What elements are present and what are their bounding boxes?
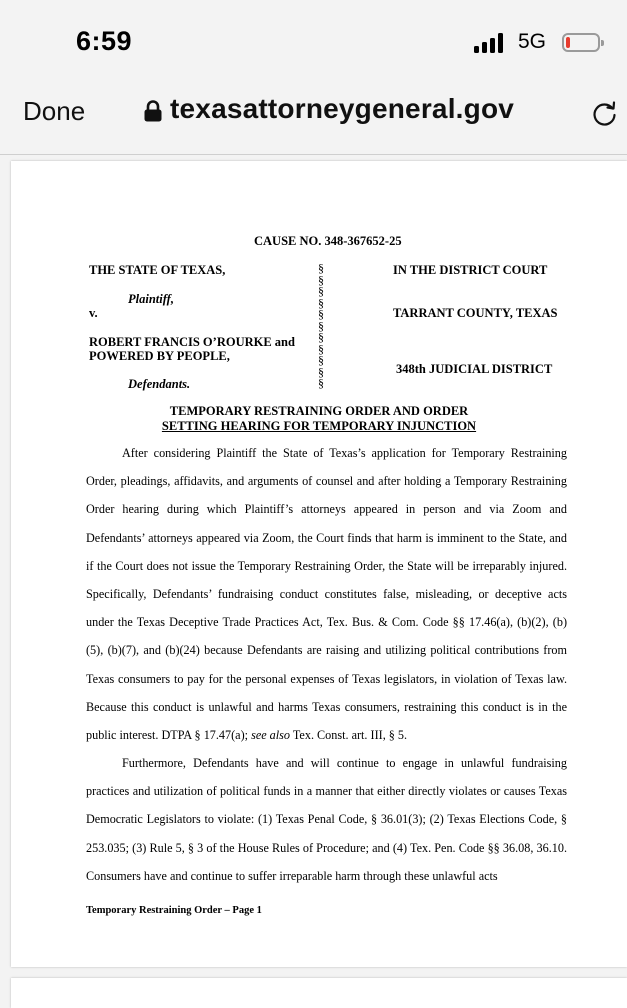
plaintiff-name: THE STATE OF TEXAS, [89, 263, 226, 277]
battery-icon [562, 33, 600, 52]
order-title-line-1: TEMPORARY RESTRAINING ORDER AND ORDER [169, 404, 469, 418]
defendant-line-2: POWERED BY PEOPLE, [89, 349, 230, 363]
cause-number: CAUSE NO. 348-367652-25 [254, 234, 402, 248]
next-document-page [11, 978, 627, 1008]
court-line-2: TARRANT COUNTY, TEXAS [393, 306, 558, 320]
page-footer: Temporary Restraining Order – Page 1 [86, 905, 262, 916]
order-paragraph-2: Furthermore, Defendants have and will continue to engage in unlawful fundraising practices and utilization of political funds in a manner that either directly violates or causes Texas Democratic Legislators to violate: (1) Texas Penal Code, § 36.01(3); (2) Texas Elections Code, § 253.035; (3) Rule 5, § 3 of the House Rules of Procedure; and (4) Tex. Pen. Code §§ 36.08, 36.10. Consumers have and continue to suffer irreparable harm through these unlawful acts [86, 756, 567, 883]
network-type: 5G [518, 30, 547, 53]
plaintiff-label: Plaintiff, [128, 292, 174, 306]
versus-text: v. [89, 306, 98, 320]
court-line-3: 348th JUDICIAL DISTRICT [396, 362, 553, 376]
cellular-signal-icon [474, 33, 512, 53]
defendant-label: Defendants. [128, 377, 191, 391]
status-bar [0, 0, 627, 88]
lock-icon [143, 100, 163, 122]
done-button[interactable]: Done [23, 96, 86, 126]
reload-icon[interactable] [590, 98, 620, 128]
document-page [11, 161, 627, 967]
defendant-line-1: ROBERT FRANCIS O’ROURKE and [89, 335, 295, 349]
status-time: 6:59 [76, 26, 133, 56]
address-bar-url[interactable]: texasattorneygeneral.gov [170, 93, 515, 124]
section-marks-column: § § § § § § § § § § § [318, 261, 324, 390]
court-line-1: IN THE DISTRICT COURT [393, 263, 548, 277]
browser-toolbar [0, 88, 627, 155]
order-paragraph-1: After considering Plaintiff the State of Texas’s application for Temporary Restraining Order, pleadings, affidavits, and arguments of counsel and after holding a Temporary Restraining Order hearing during which Plaintiff’s attorneys appeared in person and via Zoom and Defendants’ attorneys appeared via Zoom, the Court finds that harm is imminent to the State, and if the Court does not issue the Temporary Restraining Order, the State will be irreparably injured. Specifically, Defendants’ fundraising conduct constitutes false, misleading, or deceptive acts under the Texas Deceptive Trade Practices Act, Tex. Bus. & Com. Code §§ 17.46(a), (b)(2), (b)(5), (b)(7), and (b)(24) because Defendants are raising and utilizing political contributions from Texas consumers to pay for the personal expenses of Texas legislators, in violation of Texas law. Because this conduct is unlawful and harms Texas consumers, restraining this conduct is in the public interest. DTPA § 17.47(a); see also Tex. Const. art. III, § 5. [86, 446, 567, 743]
order-title-line-2: SETTING HEARING FOR TEMPORARY INJUNCTION [161, 419, 477, 433]
battery-level [566, 37, 570, 48]
